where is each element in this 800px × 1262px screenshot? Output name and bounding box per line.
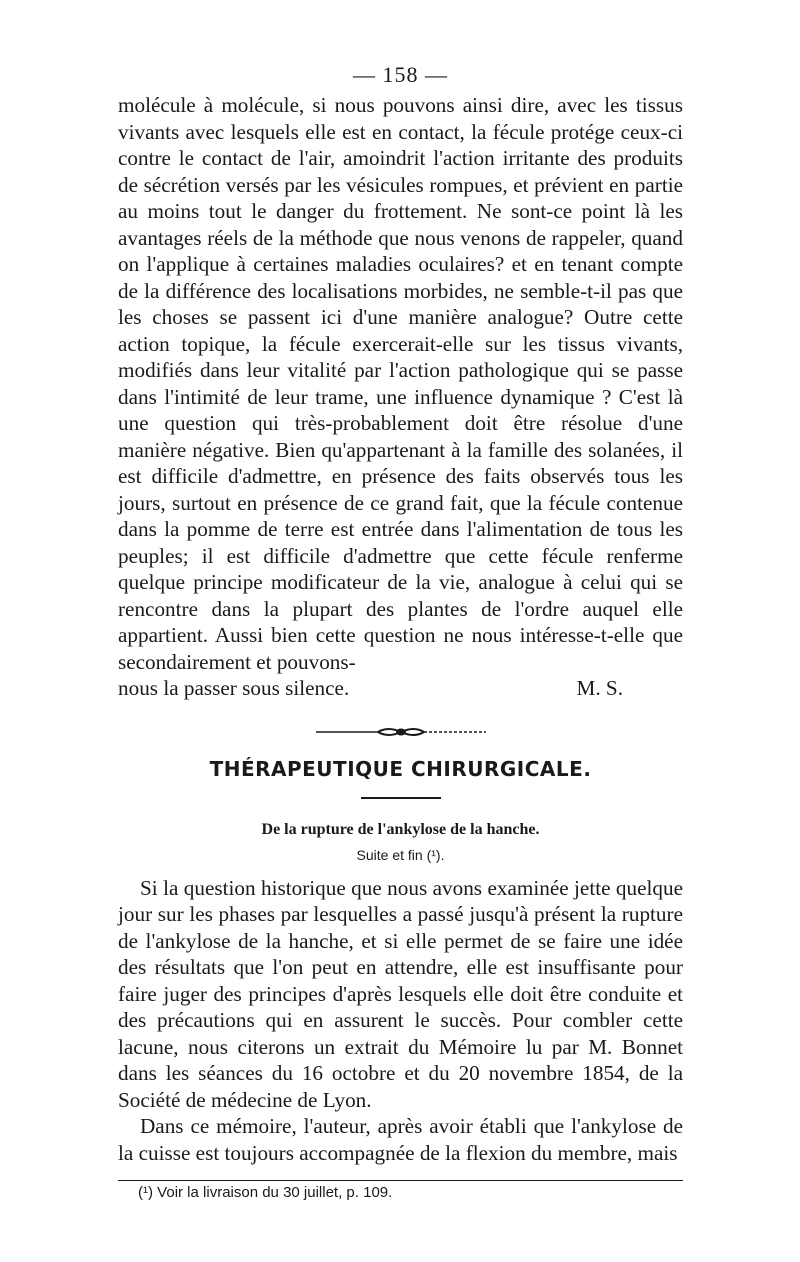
title-divider <box>361 797 441 799</box>
article-subtitle <box>118 845 683 865</box>
page-number: — 158 — <box>353 62 448 87</box>
article-title: De la rupture de l'ankylose de la hanche. <box>261 820 540 838</box>
previous-article-paragraph: molécule à molécule, si nous pouvons ainsi dire, avec les tissus vivants avec lesquels elle est en contact, la fécule protége ceux-ci contre le contact de l'air, amoindrit l'action irritante des produits de sécrétion versés par les vésicules rompues, et prévient en partie au moins tout le danger du frottement. Ne sont-ce point là les avantages réels de la méthode que nous venons de rappeler, quand on l'applique à certaines maladies oculaires? et en tenant compte de la différence des localisations morbides, ne semble-t-il pas que les choses se passent ici d'une manière analogue? Outre cette action topique, la fécule exercerait-elle sur les tissus vivants, modifiés dans leur vitalité par l'action pathologique qui se passe dans l'intimité de leur trame, une influence dynamique ? C'est là une question qui très-probablement doit être résolue d'une manière négative. Bien qu'appartenant à la famille des solanées, il est difficile d'admettre, en présence des faits observés tous les jours, surtout en présence de ce grand fait, que la fécule contenue dans la pomme de terre est entrée dans l'alimentation de tous les peuples; il est difficile d'admettre que cette fécule renferme quelque principe modificateur de la vie, analogue à celui qui se rencontre dans la plupart des plantes de l'ordre auquel elle appartient. Aussi bien cette question ne nous intéresse-t-elle que secondairement et pouvons- <box>118 93 683 674</box>
footnote-text: Voir la livraison du 30 juillet, p. 109. <box>157 1184 393 1201</box>
footnote <box>118 1183 683 1203</box>
book-page <box>118 58 683 1203</box>
previous-article-last-line: nous la passer sous silence. <box>118 676 350 700</box>
previous-article-closing-line <box>118 675 683 702</box>
article-paragraph-2: Dans ce mémoire, l'auteur, après avoir établi que l'ankylose de la cuisse est toujours accompagnée de la flexion du membre, mais <box>118 1114 683 1165</box>
section-title: THÉRAPEUTIQUE CHIRURGICALE. <box>209 756 592 781</box>
footnote-divider <box>118 1180 683 1181</box>
footnote-mark: (¹) <box>138 1184 153 1201</box>
article-body <box>118 875 683 1167</box>
subtitle-text: Suite et fin <box>356 846 423 863</box>
author-signature: M. S. <box>576 676 623 700</box>
article-paragraph-1: Si la question historique que nous avons examinée jette quelque jour sur les phases par lesquelles a passé jusqu'à présent la rupture de l'ankylose de la hanche, et si elle permet de se faire une idée des résultats que l'on peut en attendre, elle est insuffisante pour faire juger des principes d'après lesquels elle doit être conduite et des précautions qui en assurent le succès. Pour combler cette lacune, nous citerons un extrait du Mémoire lu par M. Bonnet dans les séances du 16 octobre et du 20 novembre 1854, de la Société de médecine de Lyon. <box>118 875 683 1112</box>
decorative-ornament-icon <box>316 724 486 740</box>
subtitle-footnote-mark: (¹). <box>426 846 445 863</box>
